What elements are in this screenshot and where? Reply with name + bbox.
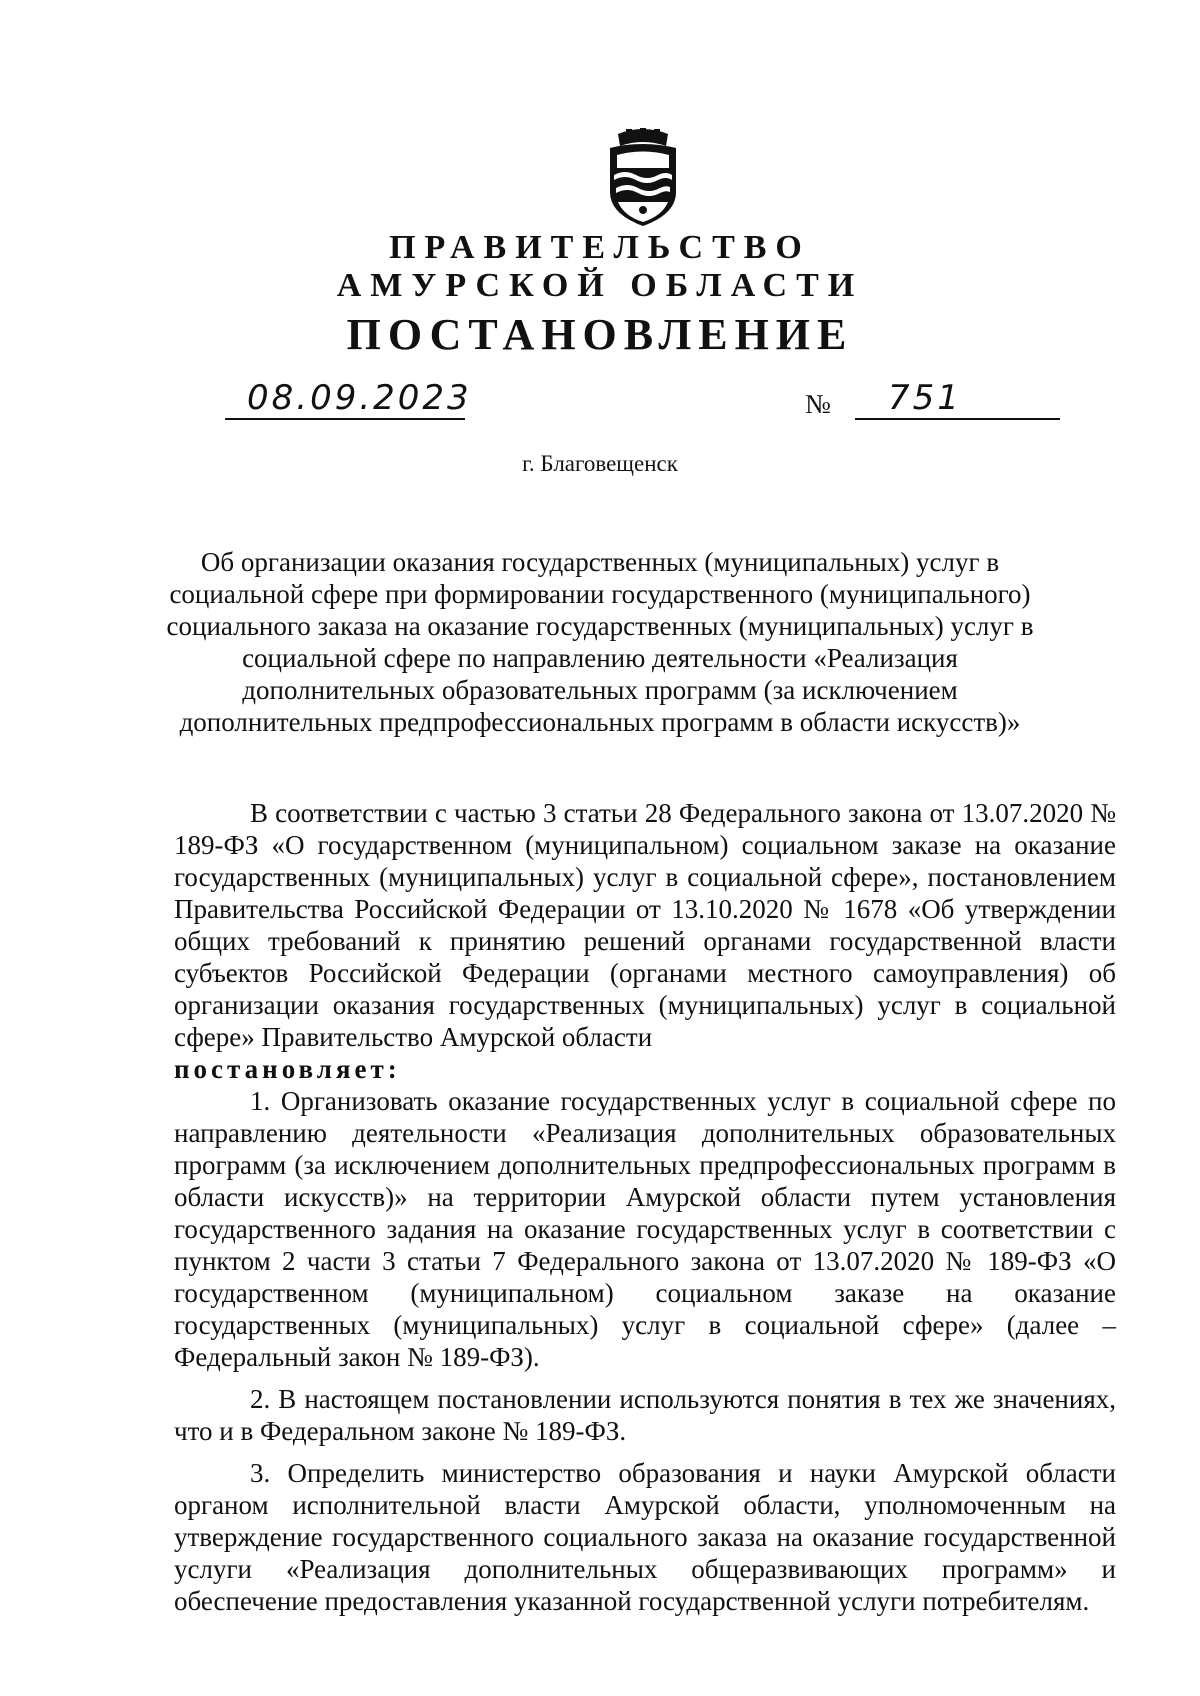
resolves-heading: постановляет: (174, 1054, 401, 1084)
preamble-paragraph: В соответствии с частью 3 статьи 28 Федерального закона от 13.07.2020 № 189-ФЗ «О государственном (муниципальном) социальном заказе на оказание государственных (муниципальных) услуг в социальной сфере», постановлением Правительства Российской Федерации от 13.10.2020 № 1678 «Об утверждении общих требований к принятию решений органами государственной власти субъектов Российской Федерации (органами местного самоуправления) об организации оказания государственных (муниципальных) услуг в социальной сфере» Правительство Амурской области (174, 798, 1116, 1052)
handwritten-number: 751 (888, 378, 962, 418)
number-sign: № (805, 389, 831, 419)
document-type: ПОСТАНОВЛЕНИЕ (346, 310, 854, 359)
org-name-line1: ПРАВИТЕЛЬСТВО (389, 229, 811, 266)
document-title: Об организации оказания государственных (муниципальных) услуг в социальной сфере при формировании государственного (муниципального) социального заказа на оказание государственных (муниципальных) услуг в социальной сфере по направлению деятельности «Реализация дополнительных образовательных программ (за исключением дополнительных предпрофессиональных программ в области искусств)» (166, 547, 1034, 737)
item-3-paragraph: 3. Определить министерство образования и науки Амурской области органом исполнительной власти Амурской области, уполномоченным на утверждение государственного социального заказа на оказание государственной услуги «Реализация дополнительных общеразвивающих программ» и обеспечение предоставления указанной государственной услуги потребителям. (174, 1458, 1116, 1616)
item-1-paragraph: 1. Организовать оказание государственных услуг в социальной сфере по направлению деятельности «Реализация дополнительных образовательных программ (за исключением дополнительных предпрофессиональных программ в области искусств)» на территории Амурской области путем установления государственного задания на оказание государственных услуг в соответствии с пунктом 2 части 3 статьи 7 Федерального закона от 13.07.2020 № 189-ФЗ «О государственном (муниципальном) социальном заказе на оказание государственных (муниципальных) услуг в социальной сфере» (далее – Федеральный закон № 189-ФЗ). (174, 1086, 1116, 1372)
item-2-paragraph: 2. В настоящем постановлении используются понятия в тех же значениях, что и в Федеральном законе № 189-ФЗ. (174, 1384, 1116, 1446)
document-body (174, 797, 1116, 1617)
date-field (225, 378, 472, 420)
handwritten-date: 08.09.2023 (247, 378, 472, 418)
coat-of-arms-icon (600, 128, 686, 228)
city: г. Благовещенск (522, 451, 678, 476)
number-field (855, 378, 1060, 420)
org-name-line2: АМУРСКОЙ ОБЛАСТИ (336, 267, 864, 304)
